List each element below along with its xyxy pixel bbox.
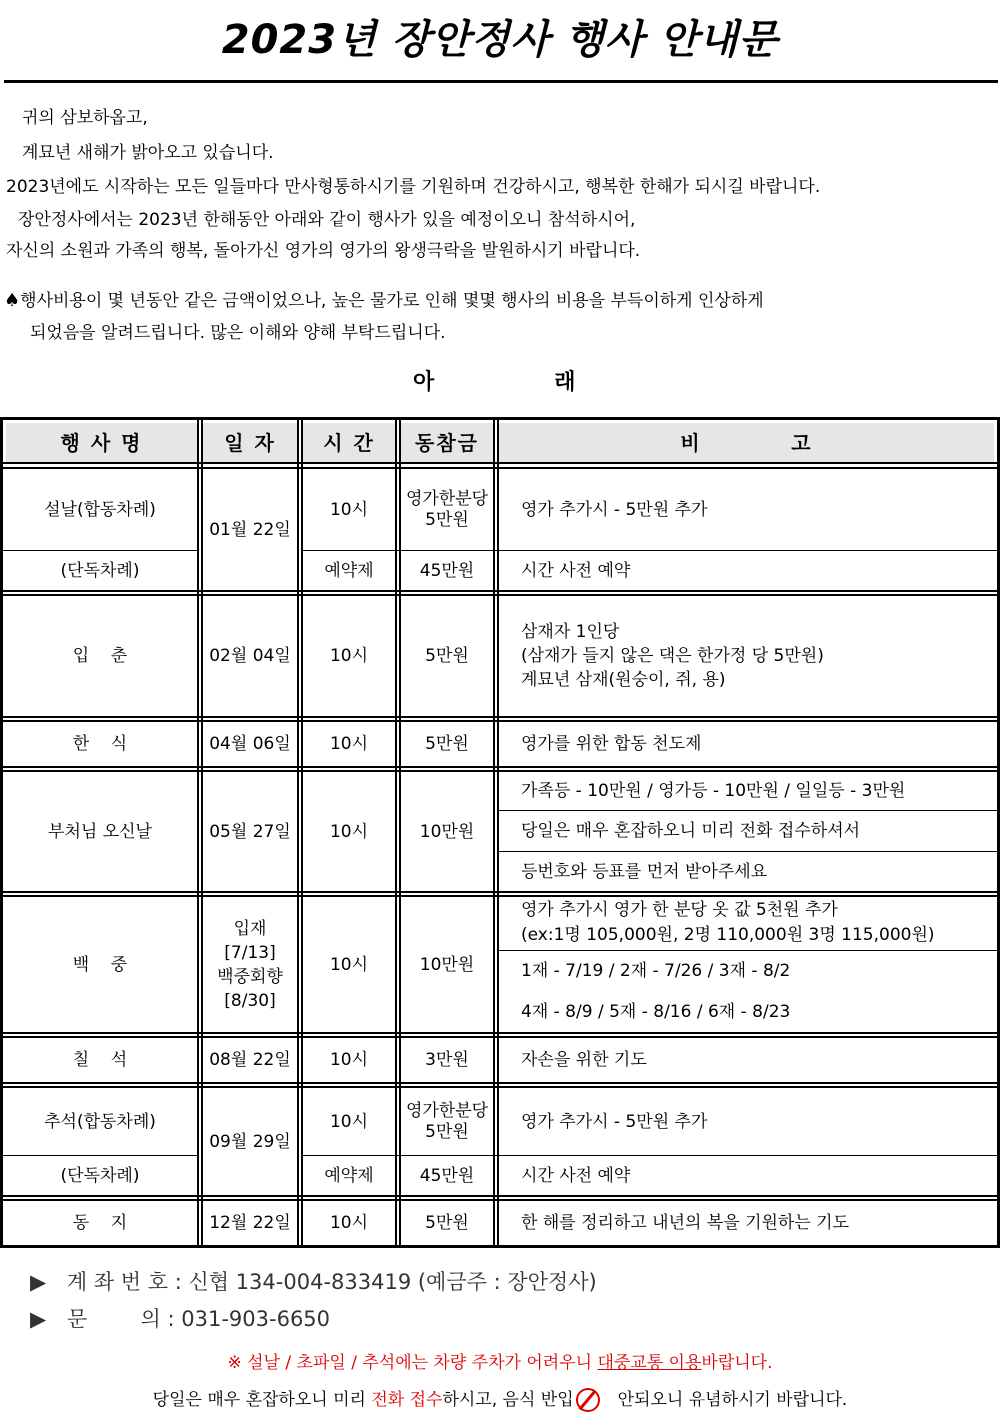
header-event: 행 사 명 [6,423,197,462]
date-seollal: 01월 22일 [209,519,291,540]
date-chuseok: 09월 29일 [209,1131,291,1152]
note-baekjung-line-4: 4재 - 8/9 / 5재 - 8/16 / 6재 - 8/23 [521,1002,791,1022]
date-baekjung [203,897,297,1032]
event-dongji: 동 지 [72,1213,128,1233]
event-seollal-single: (단독차례) [60,560,140,581]
date-baekjung-line-3: 백중회향 [217,966,283,987]
note-baekjung-line-3: 1재 - 7/19 / 2재 - 7/26 / 3재 - 8/2 [521,961,791,981]
fee-seollal-single: 45만원 [419,560,475,581]
section-heading [413,365,576,396]
header-date: 일 자 [203,423,297,462]
header-time: 시 간 [303,423,395,462]
time-seollal-single: 예약제 [324,560,374,581]
intro-line-3: 2023년에도 시작하는 모든 일들마다 만사형통하시기를 기원하며 건강하시고, 행복한 한해가 되시길 바랍니다. [6,177,821,197]
note-ipchun-line-3: 계묘년 삼재(원숭이, 쥐, 용) [521,670,726,690]
section-heading-right: 래 [554,370,576,395]
contact-info [30,1303,330,1333]
parking-warning [0,1348,1000,1373]
note-ipchun-line-1: 삼재자 1인당 [521,622,620,642]
note-baekjung-line-2: (ex:1명 105,000원, 2명 110,000원 3명 115,000원) [521,924,935,945]
note-hansik: 영가를 위한 합동 천도제 [521,734,702,754]
time-hansik: 10시 [329,734,369,754]
final-notice-b: 하시고, 음식 반입 [442,1390,574,1410]
final-notice [0,1385,1000,1412]
price-notice-line-1 [4,286,764,311]
time-ipchun: 10시 [329,646,369,666]
parking-warning-suffix: 바랍니다. [701,1353,773,1373]
date-chilseok: 08월 22일 [209,1050,291,1070]
note-baekjung-line-1: 영가 추가시 영가 한 분당 옷 값 5천원 추가 [521,899,838,920]
event-table [0,417,1000,1248]
final-notice-a: 당일은 매우 혼잡하오니 미리 [152,1390,372,1410]
fee-buddha: 10만원 [419,821,475,842]
spade-icon: ♠ [4,290,21,311]
time-buddha: 10시 [329,821,369,842]
time-dongji: 10시 [329,1213,369,1233]
account-label: 계 좌 번 호 : [66,1270,182,1294]
note-buddha-line-2: 당일은 매우 혼잡하오니 미리 전화 접수하셔서 [521,821,861,841]
intro-line-1: 귀의 삼보하옵고, [22,108,148,128]
fee-baekjung: 10만원 [419,954,475,975]
note-seollal-group: 영가 추가시 - 5만원 추가 [521,499,708,520]
price-notice-text-1: 행사비용이 몇 년동안 같은 금액이었으나, 높은 물가로 인해 몇몇 행사의 비용을 부득이하게 인상하게 [20,291,764,311]
section-heading-left: 아 [413,370,435,395]
fee-hansik: 5만원 [425,734,469,754]
fee-ipchun: 5만원 [425,646,469,666]
phone-reservation-text: 전화 접수 [371,1390,443,1410]
event-chuseok-group: 추석(합동차례) [44,1111,156,1132]
intro-line-4: 장안정사에서는 2023년 한해동안 아래와 같이 행사가 있을 예정이오니 참석하시어, [18,210,636,230]
event-hansik: 한 식 [72,734,128,754]
fee-chuseok-single: 45만원 [419,1165,475,1186]
bullet-icon: ▶ [30,1307,47,1331]
no-food-icon [576,1388,600,1412]
page-title: 2023년 장안정사 행사 안내문 [221,17,779,63]
note-buddha-line-1: 가족등 - 10만원 / 영가등 - 10만원 / 일일등 - 3만원 [521,781,906,801]
note-chuseok-group: 영가 추가시 - 5만원 추가 [521,1111,708,1132]
date-ipchun: 02월 04일 [209,646,291,666]
date-baekjung-line-1: 입재 [233,918,267,939]
event-buddha: 부처님 오신날 [48,821,152,842]
public-transport-text: 대중교통 이용 [597,1353,702,1373]
event-chilseok: 칠 석 [72,1050,128,1070]
time-chilseok: 10시 [329,1050,369,1070]
note-chuseok-single: 시간 사전 예약 [521,1165,631,1186]
account-value: 신협 134-004-833419 (예금주 : 장안정사) [188,1270,597,1294]
fee-chuseok-group: 영가한분당 5만원 [405,1100,489,1142]
time-chuseok-group: 10시 [329,1111,369,1132]
note-buddha-line-3: 등번호와 등표를 먼저 받아주세요 [521,861,768,882]
time-seollal-group: 10시 [329,499,369,520]
date-baekjung-line-4: [8/30] [224,990,276,1011]
event-chuseok-single: (단독차례) [60,1165,140,1186]
note-baekjung-top [499,895,997,950]
note-ipchun [499,596,997,716]
time-baekjung: 10시 [329,954,369,975]
price-notice-line-2: 되었음을 알려드립니다. 많은 이해와 양해 부탁드립니다. [30,323,446,343]
fee-dongji: 5만원 [425,1213,469,1233]
event-baekjung: 백 중 [72,954,128,975]
contact-phone: 031-903-6650 [181,1307,331,1331]
header-note: 비 고 [499,423,994,462]
time-chuseok-single: 예약제 [324,1165,374,1186]
parking-warning-text: ※ 설날 / 초파일 / 추석에는 차량 주차가 어려우니 [227,1353,598,1373]
note-dongji: 한 해를 정리하고 내년의 복을 기원하는 기도 [521,1213,850,1233]
header-fee: 동참금 [401,423,493,462]
intro-line-2: 계묘년 새해가 밝아오고 있습니다. [22,143,274,163]
fee-seollal-group: 영가한분당 5만원 [405,488,489,530]
date-baekjung-line-2: [7/13] [224,942,276,963]
date-hansik: 04월 06일 [209,734,291,754]
note-chilseok: 자손을 위한 기도 [521,1050,647,1070]
date-dongji: 12월 22일 [209,1213,291,1233]
bullet-icon: ▶ [30,1270,47,1294]
final-notice-c: 안되오니 유념하시기 바랍니다. [617,1390,848,1410]
event-ipchun: 입 춘 [72,646,128,666]
date-buddha: 05월 27일 [209,821,291,842]
note-seollal-single: 시간 사전 예약 [521,560,631,581]
title-divider [4,80,998,83]
intro-line-5: 자신의 소원과 가족의 행복, 돌아가신 영가의 영가의 왕생극락을 발원하시기 바랍니다. [6,241,641,261]
note-ipchun-line-2: (삼재가 들지 않은 댁은 한가정 당 5만원) [521,646,824,666]
contact-label: 문 의 : [66,1307,175,1331]
account-info [30,1266,597,1296]
fee-chilseok: 3만원 [425,1050,469,1070]
event-seollal-group: 설날(합동차례) [44,499,156,520]
